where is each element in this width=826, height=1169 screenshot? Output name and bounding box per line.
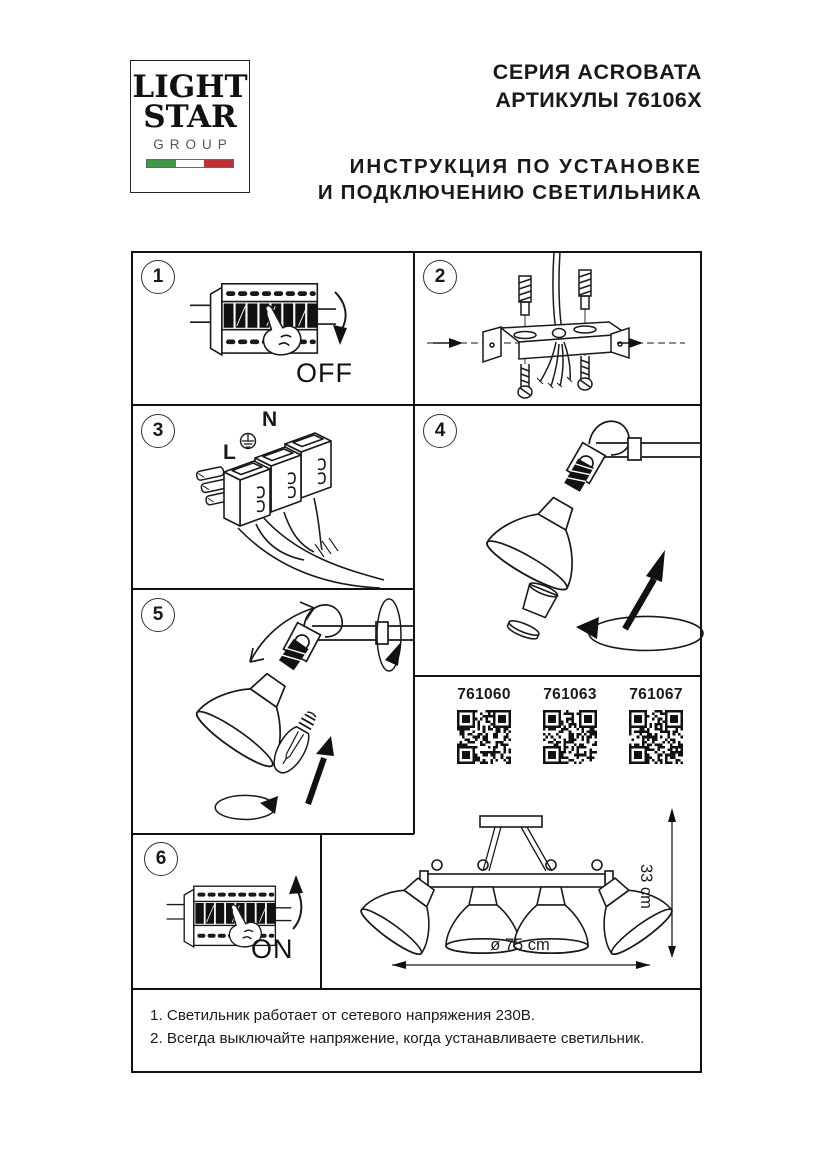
footer-notes bbox=[150, 1004, 670, 1050]
qr-block-761060 bbox=[446, 686, 522, 764]
grid-line bbox=[413, 675, 702, 677]
step-number: 2 bbox=[434, 266, 446, 287]
diameter-dimension-label: ø 75 cm bbox=[490, 936, 550, 954]
line-terminal-label: L bbox=[223, 441, 236, 464]
step-number: 5 bbox=[152, 604, 164, 625]
logo-group: GROUP bbox=[153, 137, 233, 152]
on-label: ON bbox=[251, 934, 294, 964]
instruction-subtitle-2: И ПОДКЛЮЧЕНИЮ СВЕТИЛЬНИКА bbox=[317, 181, 702, 204]
qr-code-row bbox=[446, 686, 696, 764]
logo-star: STAR bbox=[143, 99, 237, 135]
step-number: 3 bbox=[152, 420, 164, 441]
note-1: 1. Светильник работает от сетевого напряжения 230В. bbox=[150, 1007, 536, 1024]
off-label: OFF bbox=[296, 358, 353, 388]
step-number: 1 bbox=[152, 266, 164, 287]
qr-block-761067 bbox=[618, 686, 694, 764]
italian-flag-icon bbox=[146, 159, 234, 168]
article-number: 761060 bbox=[457, 686, 511, 703]
step4-shade-assembly-illustration bbox=[413, 404, 702, 675]
logo-light: LIGHT bbox=[132, 69, 248, 105]
step1-breaker-off-illustration bbox=[132, 252, 413, 404]
article-number: 761067 bbox=[629, 686, 683, 703]
step5-bulb-adjust-illustration bbox=[132, 588, 413, 833]
note-2: 2. Всегда выключайте напряжение, когда устанавливаете светильник. bbox=[150, 1030, 645, 1047]
step-number: 6 bbox=[155, 848, 167, 869]
qr-code-icon bbox=[543, 710, 597, 764]
series-title: СЕРИЯ ACROBATA bbox=[492, 60, 702, 84]
qr-code-icon bbox=[457, 710, 511, 764]
height-dimension-label: 33 cm bbox=[637, 864, 655, 909]
instruction-subtitle-1: ИНСТРУКЦИЯ ПО УСТАНОВКЕ bbox=[349, 155, 702, 178]
header bbox=[222, 58, 702, 206]
qr-block-761063 bbox=[532, 686, 608, 764]
articles-title: АРТИКУЛЫ 76106X bbox=[495, 88, 702, 112]
qr-code-icon bbox=[629, 710, 683, 764]
neutral-terminal-label: N bbox=[262, 408, 278, 431]
article-number: 761063 bbox=[543, 686, 597, 703]
step-number: 4 bbox=[434, 420, 446, 441]
step2-bracket-illustration bbox=[413, 252, 702, 404]
